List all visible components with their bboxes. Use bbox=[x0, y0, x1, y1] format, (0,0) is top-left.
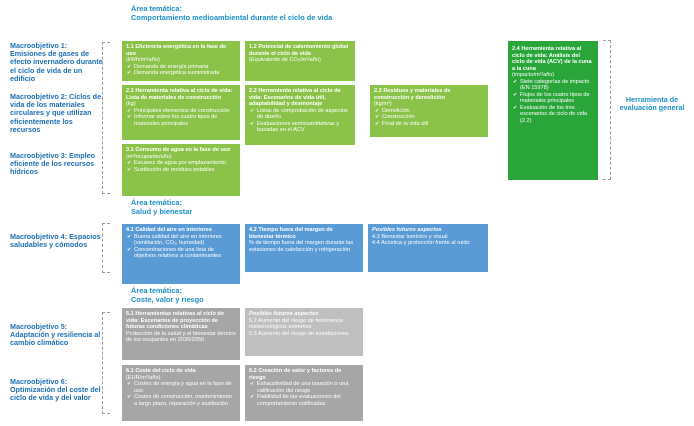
macro-2: Macroobjetivo 2: Ciclos de vida de los materiales circulares y que utilizan eficientemente los recursos bbox=[10, 92, 102, 134]
indicator-unit: (kWh/m²/año) bbox=[126, 57, 160, 63]
indicator-title: 3.1 Consumo de agua en la fase de uso bbox=[126, 147, 231, 153]
indicator-2-1 bbox=[122, 85, 240, 140]
indicator-4-future bbox=[368, 224, 488, 272]
indicator-2-2 bbox=[245, 85, 355, 145]
list-item: ✔ Demanda energética suministrada bbox=[134, 70, 236, 77]
list-item: ✔ Demolición bbox=[382, 108, 484, 115]
future-aspects-title: Posibles futuros aspectos bbox=[249, 311, 319, 317]
list-item: ✔ Buena calidad del aire en interiores (ventilación, CO₂, humedad) bbox=[134, 234, 236, 247]
macro-3: Macroobjetivo 3: Empleo eficiente de los recursos hídricos bbox=[10, 151, 96, 177]
macro-4: Macroobjetivo 4: Espacios saludables y cómodos bbox=[10, 232, 101, 250]
list-item: ✔ Costes de energía y agua en la fase de uso bbox=[134, 381, 236, 394]
area-label: Área temática: bbox=[131, 286, 182, 295]
area-environment bbox=[131, 5, 332, 22]
indicator-title: 2.4 Herramienta relativa al ciclo de vida: Análisis del ciclo de vida (ACV) de la cuna a la cuna bbox=[512, 46, 592, 72]
area-health bbox=[131, 199, 192, 216]
indicator-desc: Protección de la salud y el bienestar térmico de los ocupantes en 2030/2050 bbox=[126, 330, 236, 343]
area-title: Coste, valor y riesgo bbox=[131, 294, 204, 304]
bracket-tool bbox=[603, 40, 611, 180]
macro-6: Macroobjetivo 6: Optimización del coste del ciclo de vida y del valor bbox=[10, 377, 101, 403]
indicator-title: 1.1 Eficiencia energética en la fase de uso bbox=[126, 44, 227, 57]
area-cost bbox=[131, 287, 204, 304]
indicator-unit: (kg) bbox=[126, 101, 136, 107]
list-item: ✔ Construcción bbox=[382, 114, 484, 121]
list-item: ✔ Evaluación de los tres escenarios de ciclo de vida (2.2) bbox=[520, 105, 594, 125]
indicator-unit: (impacto/m²/año) bbox=[512, 72, 555, 78]
indicator-1-1 bbox=[122, 41, 240, 81]
indicator-title: 5.1 Herramientas relativas al ciclo de vida: Escenarios de proyección de futuras condiciones climáticas bbox=[126, 311, 224, 330]
list-item: ✔ Listas de comprobación de aspectos de diseño bbox=[257, 108, 351, 121]
list-item: ✔ Exhaustividad de una tasación o una calificación del riesgo bbox=[257, 381, 359, 394]
area-title: Salud y bienestar bbox=[131, 206, 193, 216]
indicator-title: 4.2 Tiempo fuera del margen de bienestar térmico bbox=[249, 227, 333, 240]
list-item: ✔ Fiabilidad de las evaluaciones del comportamiento notificadas bbox=[257, 394, 359, 407]
macro-5: Macroobjetivo 5: Adaptación y resiliencia al cambio climático bbox=[10, 322, 101, 348]
area-label: Área temática: bbox=[131, 4, 182, 13]
bracket-group-1 bbox=[102, 42, 110, 194]
indicator-title: 2.1 Herramienta relativa al ciclo de vida: Lista de materiales de construcción bbox=[126, 88, 233, 101]
future-aspect: 4.3 Bienestar lumínico y visual bbox=[372, 233, 448, 240]
area-label: Área temática: bbox=[131, 198, 182, 207]
list-item: ✔ Sustitución de residuos potables bbox=[134, 167, 236, 174]
indicator-6-1 bbox=[122, 365, 240, 421]
indicator-2-3 bbox=[370, 85, 488, 137]
future-aspects-title: Posibles futuros aspectos bbox=[372, 227, 442, 233]
area-title: Comportamiento medioambiental durante el ciclo de vida bbox=[131, 12, 333, 22]
indicator-unit: (Equivalente de CO₂/m²/año) bbox=[249, 57, 321, 63]
indicator-5-1 bbox=[122, 308, 240, 360]
future-aspect: 5.3 Aumento del riesgo de inundaciones bbox=[249, 330, 349, 337]
indicator-unit: (kg/m²) bbox=[374, 101, 392, 107]
tool-label: Herramienta de evaluación general bbox=[619, 95, 685, 113]
indicator-title: 2.3 Residuos y materiales de construcción y demolición bbox=[374, 88, 451, 101]
list-item: ✔ Escasez de agua por emplazamiento bbox=[134, 160, 236, 167]
bracket-group-2 bbox=[102, 223, 110, 273]
list-item: ✔ Evaluaciones semicuantitativas y basadas en el ACV bbox=[257, 121, 351, 134]
list-item: ✔ Demanda de energía primaria bbox=[134, 64, 236, 71]
indicator-title: 4.1 Calidad del aire en interiores bbox=[126, 227, 212, 233]
list-item: ✔ Concentraciones de una lista de objetivos relativos a contaminantes bbox=[134, 247, 236, 260]
indicator-4-2 bbox=[245, 224, 363, 272]
indicator-2-4 bbox=[508, 41, 598, 180]
indicator-4-1 bbox=[122, 224, 240, 284]
list-item: ✔ Flujos de los cuatro tipos de materiales principales bbox=[520, 92, 594, 105]
indicator-title: 6.1 Coste del ciclo de vida bbox=[126, 368, 196, 374]
list-item: ✔ Siete categorías de impacto (EN 15978) bbox=[520, 79, 594, 92]
list-item: ✔ Final de la vida útil bbox=[382, 121, 484, 128]
macro-1: Macroobjetivo 1: Emisiones de gases de efecto invernadero durante el ciclo de vida de un edificio bbox=[10, 41, 103, 83]
list-item: ✔ Costes de construcción, mantenimiento a largo plazo, reparación y sustitución bbox=[134, 394, 236, 407]
list-item: ✔ Principales elementos de construcción bbox=[134, 108, 236, 115]
indicator-1-2 bbox=[245, 41, 355, 81]
future-aspect: 4.4 Acústica y protección frente al ruido bbox=[372, 240, 470, 246]
indicator-title: 6.2 Creación de valor y factores de riesgo bbox=[249, 368, 342, 381]
bracket-group-3 bbox=[102, 312, 110, 414]
indicator-6-2 bbox=[245, 365, 363, 421]
indicator-5-future bbox=[245, 308, 363, 356]
indicator-title: 1.2 Potencial de calentamiento global durante el ciclo de vida bbox=[249, 44, 349, 57]
indicator-unit: (m³/ocupante/año) bbox=[126, 153, 172, 160]
indicator-unit: (EUR/m²/año) bbox=[126, 374, 161, 381]
indicator-3-1 bbox=[122, 144, 240, 196]
indicator-desc: % de tiempo fuera del margen durante las estaciones de calefacción y refrigeración bbox=[249, 240, 354, 253]
future-aspect: 5.2 Aumento del riesgo de fenómenos meteorológicos extremos bbox=[249, 317, 344, 330]
indicator-title: 2.2 Herramienta relativa al ciclo de vida: Escenarios de vida útil, adaptabilidad y desmontaje bbox=[249, 88, 341, 107]
list-item: ✔ Informar sobre los cuatro tipos de materiales principales bbox=[134, 114, 236, 127]
